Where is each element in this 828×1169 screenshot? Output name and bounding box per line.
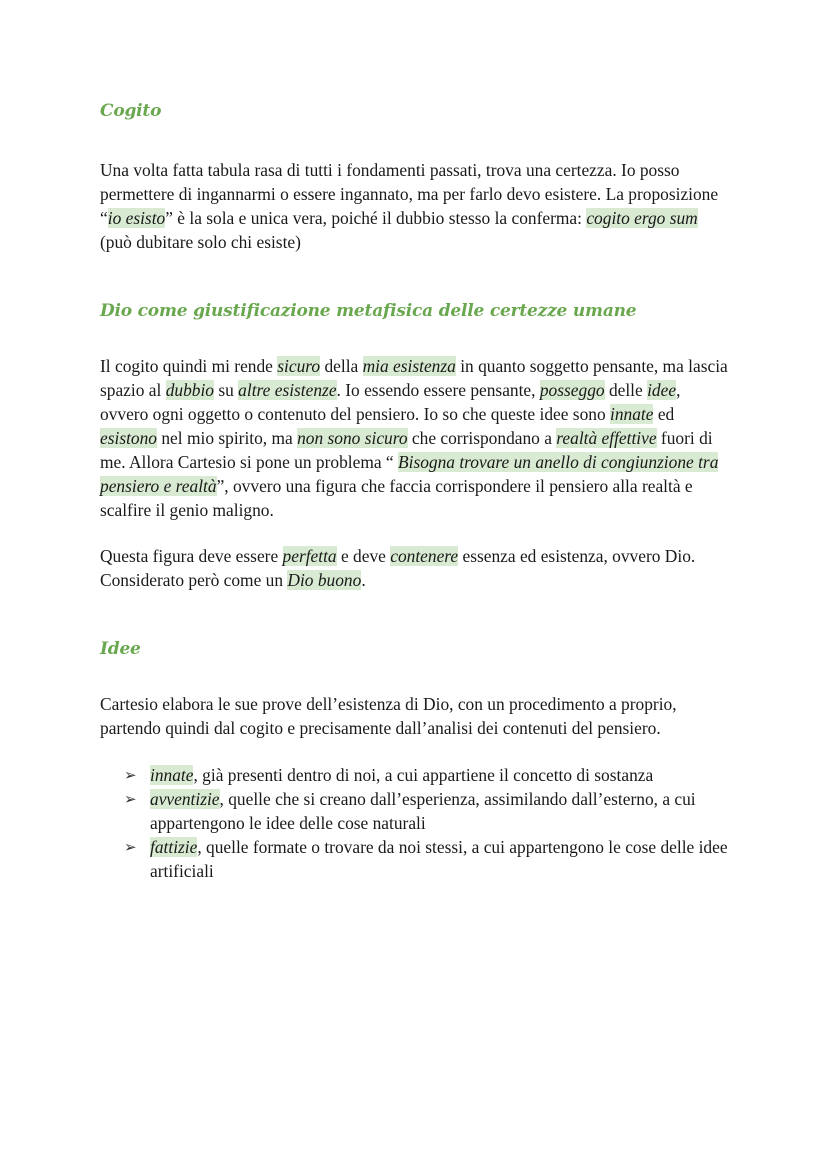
list-item-text (150, 837, 728, 881)
heading-cogito: Cogito (100, 101, 162, 121)
paragraph-idee (100, 692, 730, 740)
highlighted-term: non sono sicuro (297, 428, 408, 448)
highlighted-term: Dio buono (287, 570, 362, 590)
text-run: , quelle che si creano dall’esperienza, assimilando dall’esterno, a cui appartengono le idee delle cose naturali (150, 789, 696, 833)
text-run: , già presenti dentro di noi, a cui appartiene il concetto di sostanza (193, 765, 654, 785)
highlighted-term: sicuro (277, 356, 321, 376)
highlighted-term: avventizie (150, 789, 220, 809)
text-run: Cartesio elabora le sue prove dell’esistenza di Dio, con un procedimento a proprio, partendo quindi dal cogito e precisamente dall’analisi dei contenuti del pensiero. (100, 694, 677, 738)
highlighted-term: contenere (390, 546, 459, 566)
highlighted-term: fattizie (150, 837, 198, 857)
highlighted-term: perfetta (282, 546, 337, 566)
highlighted-term: io esisto (107, 208, 166, 228)
highlighted-term: dubbio (165, 380, 214, 400)
text-run: essenza ed esistenza, ovvero Dio. Considerato però come un (100, 546, 696, 590)
highlighted-term: altre esistenze (238, 380, 337, 400)
highlighted-term: idee (647, 380, 677, 400)
list-item-text (150, 765, 653, 785)
highlighted-term: mia esistenza (362, 356, 456, 376)
paragraph-dio-2 (100, 544, 730, 592)
text-run: , quelle formate o trovare da noi stessi, a cui appartengono le cose delle idee artificiali (150, 837, 728, 881)
text-run: , ovvero ogni oggetto o contenuto del pensiero. Io so che queste idee sono (100, 380, 681, 424)
highlighted-term: esistono (100, 428, 158, 448)
highlighted-term: realtà effettive (556, 428, 657, 448)
list-item (100, 787, 740, 835)
text-run: ”, ovvero una figura che faccia corrispondere il pensiero alla realtà e scalfire il genio maligno. (100, 476, 693, 520)
arrow-bullet-icon: ➢ (124, 790, 137, 808)
text-run: Il cogito quindi mi rende (100, 356, 278, 376)
highlighted-term: Bisogna trovare un anello di congiunzione tra pensiero e realtà (100, 452, 719, 496)
heading-dio: Dio come giustificazione metafisica delle certezze umane (100, 301, 637, 321)
text-run: che corrispondano a (407, 428, 557, 448)
text-run: e deve (336, 546, 391, 566)
list-item-text (150, 789, 696, 833)
text-run: in quanto soggetto pensante, ma lascia spazio al (100, 356, 728, 400)
text-run: . Io essendo essere pensante, (336, 380, 540, 400)
highlighted-term: cogito ergo sum (586, 208, 698, 228)
text-run: delle (604, 380, 648, 400)
text-run: fuori di me. Allora Cartesio si pone un problema “ (100, 428, 713, 472)
paragraph-dio-1 (100, 354, 730, 522)
text-run: della (320, 356, 363, 376)
text-run: nel mio spirito, ma (157, 428, 298, 448)
paragraph-cogito (100, 158, 730, 254)
text-run: . (361, 570, 366, 590)
text-run: ed (653, 404, 675, 424)
heading-idee: Idee (100, 639, 141, 659)
arrow-bullet-icon: ➢ (124, 766, 137, 784)
arrow-bullet-icon: ➢ (124, 838, 137, 856)
list-item (100, 835, 740, 883)
idee-list (100, 763, 740, 883)
highlighted-term: posseggo (539, 380, 605, 400)
text-run: ” è la sola e unica vera, poiché il dubbio stesso la conferma: (165, 208, 587, 228)
highlighted-term: innate (610, 404, 654, 424)
text-run: Una volta fatta tabula rasa di tutti i fondamenti passati, trova una certezza. Io posso permettere di ingannarmi o essere ingannato, ma per farlo devo esistere. La proposizione “ (100, 160, 719, 228)
list-item (100, 763, 740, 787)
text-run: (può dubitare solo chi esiste) (100, 232, 301, 252)
text-run: su (214, 380, 239, 400)
highlighted-term: innate (150, 765, 194, 785)
text-run: Questa figura deve essere (100, 546, 283, 566)
